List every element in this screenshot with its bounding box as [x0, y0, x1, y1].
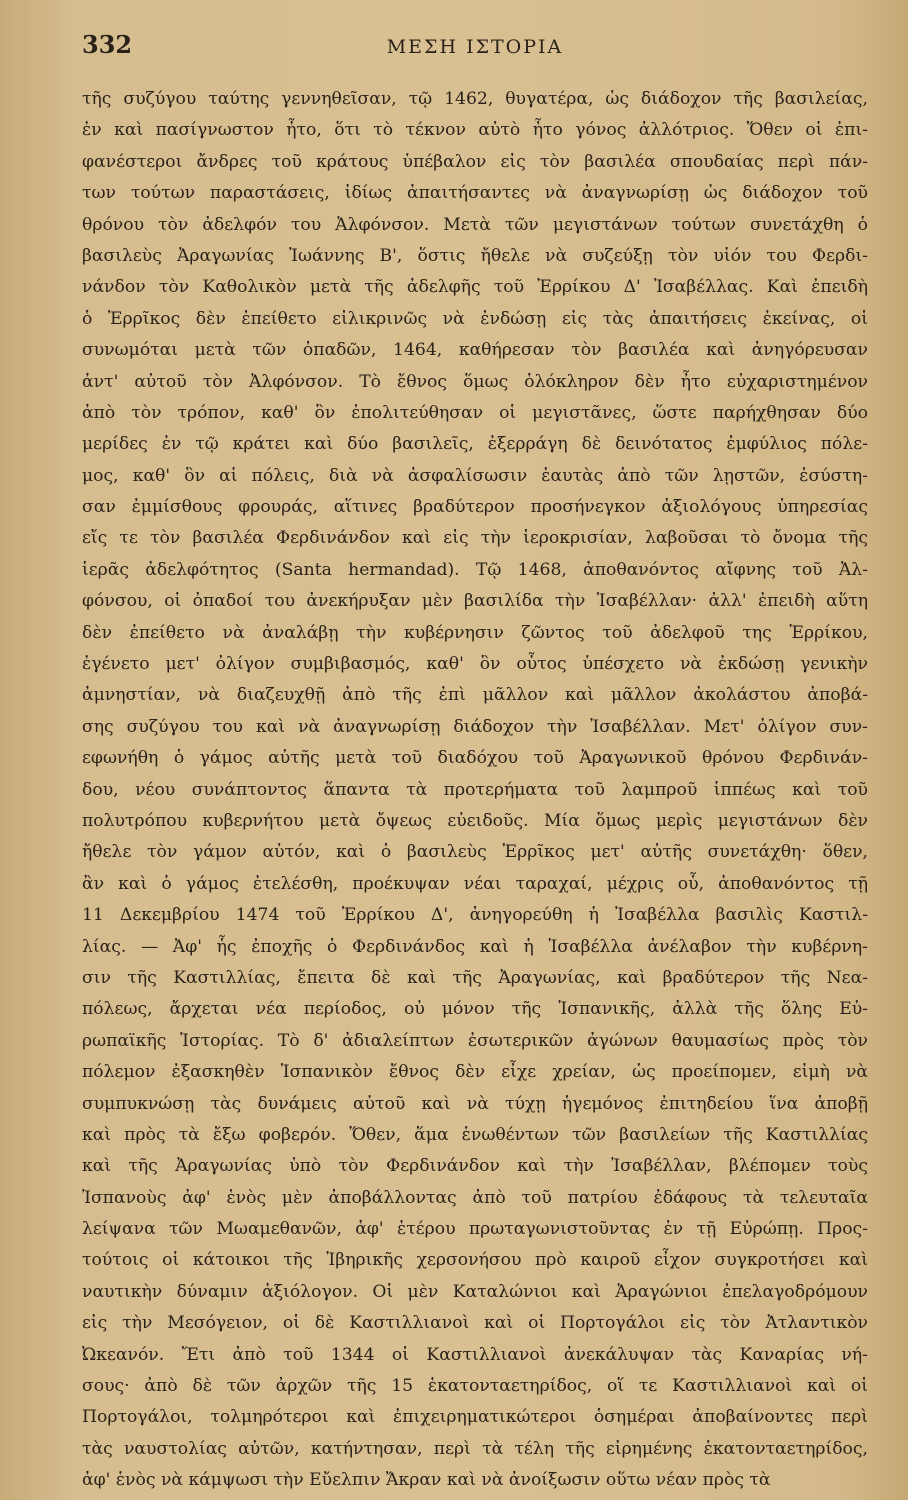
- text-line: Πορτογάλοι, τολμηρότεροι καὶ ἐπιχειρηματικώτεροι ὁσημέραι ἀποβαίνοντες περὶ: [82, 1407, 868, 1428]
- text-line: θρόνου τὸν ἀδελφόν του Ἀλφόνσον. Μετὰ τῶν μεγιστάνων τούτων συνετάχθη ὁ: [82, 214, 868, 235]
- text-line: ἐν καὶ πασίγνωστον ἦτο, ὅτι τὸ τέκνον αὐτὸ ἦτο γόνος ἀλλότριος. Ὅθεν οἱ ἐπι-: [82, 120, 868, 141]
- text-line: των τούτων παραστάσεις, ἰδίως ἀπαιτήσαντες νὰ ἀναγνωρίσῃ ὡς διάδοχον τοῦ: [82, 183, 868, 204]
- text-line: ἂν καὶ ὁ γάμος ἐτελέσθη, προέκυψαν νέαι ταραχαί, μέχρις οὗ, ἀποθανόντος τῇ: [82, 873, 868, 894]
- text-line: εἰς τὴν Μεσόγειον, οἱ δὲ Καστιλλιανοὶ καὶ οἱ Πορτογάλοι εἰς τὸν Ἀτλαντικὸν: [82, 1313, 868, 1334]
- running-head: ΜΕΣΗ ΙΣΤΟΡΙΑ: [386, 36, 564, 58]
- text-line: ἀντ' αὐτοῦ τὸν Ἀλφόνσον. Τὸ ἔθνος ὅμως ὁλόκληρον δὲν ἦτο εὐχαριστημένον: [82, 371, 868, 392]
- text-line: φόνσου, οἱ ὀπαδοί του ἀνεκήρυξαν μὲν βασιλίδα τὴν Ἰσαβέλλαν· ἀλλ' ἐπειδὴ αὕτη: [82, 591, 868, 612]
- text-line: τούτοις οἱ κάτοικοι τῆς Ἰβηρικῆς χερσονήσου πρὸ καιροῦ εἶχον συγκροτήσει καὶ: [82, 1250, 868, 1271]
- text-line: ὁ Ἐρρῖκος δὲν ἐπείθετο εἰλικρινῶς νὰ ἐνδώσῃ εἰς τὰς ἀπαιτήσεις ἐκείνας, οἱ: [82, 308, 868, 329]
- text-line: τὰς ναυστολίας αὐτῶν, κατήντησαν, περὶ τὰ τέλη τῆς εἰρημένης ἑκατονταετηρίδος,: [82, 1438, 868, 1459]
- text-line: πόλεως, ἄρχεται νέα περίοδος, οὐ μόνον τῆς Ἰσπανικῆς, ἀλλὰ τῆς ὅλης Εὐ-: [82, 999, 868, 1020]
- text-line: ἐγένετο μετ' ὀλίγον συμβιβασμός, καθ' ὃν οὗτος ὑπέσχετο νὰ ἐκδώσῃ γενικὴν: [82, 654, 868, 675]
- text-line: εἴς τε τὸν βασιλέα Φερδινάνδον καὶ εἰς τὴν ἱεροκρισίαν, λαβοῦσαι τὸ ὄνομα τῆς: [82, 528, 868, 549]
- body-text: [82, 84, 868, 1497]
- text-line: δὲν ἐπείθετο νὰ ἀναλάβῃ τὴν κυβέρνησιν ζῶντος τοῦ ἀδελφοῦ της Ἐρρίκου,: [82, 622, 868, 643]
- text-line: καὶ τῆς Ἀραγωνίας ὑπὸ τὸν Φερδινάνδον καὶ τὴν Ἰσαβέλλαν, βλέπομεν τοὺς: [82, 1156, 868, 1177]
- text-line: ἀπὸ τὸν τρόπον, καθ' ὃν ἐπολιτεύθησαν οἱ μεγιστᾶνες, ὥστε παρήχθησαν δύο: [82, 402, 868, 423]
- text-line: εφωνήθη ὁ γάμος αὐτῆς μετὰ τοῦ διαδόχου τοῦ Ἀραγωνικοῦ θρόνου Φερδινάν-: [82, 748, 868, 769]
- text-line: πόλεμον ἐξασκηθὲν Ἰσπανικὸν ἔθνος δὲν εἶχε χρείαν, ὡς προείπομεν, εἰμὴ νὰ: [82, 1062, 868, 1083]
- page-number: 332: [82, 30, 133, 59]
- text-line: νάνδον τὸν Καθολικὸν μετὰ τῆς ἀδελφῆς τοῦ Ἐρρίκου Δ' Ἰσαβέλλας. Καὶ ἐπειδὴ: [82, 277, 868, 298]
- text-line: φανέστεροι ἄνδρες τοῦ κράτους ὑπέβαλον εἰς τὸν βασιλέα σπουδαίας περὶ πάν-: [82, 151, 868, 172]
- text-line: σους· ἀπὸ δὲ τῶν ἀρχῶν τῆς 15 ἑκατονταετηρίδος, οἵ τε Καστιλλιανοὶ καὶ οἱ: [82, 1376, 868, 1397]
- text-line: συνωμόται μετὰ τῶν ὀπαδῶν, 1464, καθήρεσαν τὸν βασιλέα καὶ ἀνηγόρευσαν: [82, 340, 868, 361]
- text-line: βασιλεὺς Ἀραγωνίας Ἰωάννης Β', ὅστις ἤθελε νὰ συζεύξῃ τὸν υἱόν του Φερδι-: [82, 245, 868, 266]
- text-line: 11 Δεκεμβρίου 1474 τοῦ Ἐρρίκου Δ', ἀνηγορεύθη ἡ Ἰσαβέλλα βασιλὶς Καστιλ-: [82, 905, 868, 926]
- text-line: σιν τῆς Καστιλλίας, ἔπειτα δὲ καὶ τῆς Ἀραγωνίας, καὶ βραδύτερον τῆς Νεα-: [82, 967, 868, 988]
- text-line: ἀμνηστίαν, νὰ διαζευχθῇ ἀπὸ τῆς ἐπὶ μᾶλλον καὶ μᾶλλον ἀκολάστου ἀποβά-: [82, 685, 868, 706]
- text-line: Ἰσπανοὺς ἀφ' ἑνὸς μὲν ἀποβάλλοντας ἀπὸ τοῦ πατρίου ἐδάφους τὰ τελευταῖα: [82, 1187, 868, 1208]
- text-line: ἀφ' ἑνὸς νὰ κάμψωσι τὴν Εὔελπιν Ἄκραν καὶ νὰ ἀνοίξωσιν οὕτω νέαν πρὸς τὰ: [82, 1470, 771, 1491]
- text-line: καὶ πρὸς τὰ ἔξω φοβερόν. Ὅθεν, ἅμα ἑνωθέντων τῶν βασιλείων τῆς Καστιλλίας: [82, 1124, 868, 1145]
- text-line: ἱερᾶς ἀδελφότητος (Santa hermandad). Τῷ 1468, ἀποθανόντος αἴφνης τοῦ Ἀλ-: [82, 559, 868, 580]
- text-line: ἤθελε τὸν γάμον αὐτόν, καὶ ὁ βασιλεὺς Ἐρρῖκος μετ' αὐτῆς συνετάχθη· ὅθεν,: [82, 842, 868, 863]
- text-line: λείψανα τῶν Μωαμεθανῶν, ἀφ' ἑτέρου πρωταγωνιστοῦντας ἐν τῇ Εὐρώπῃ. Προς-: [82, 1219, 868, 1240]
- text-line: σαν ἐμμίσθους φρουράς, αἵτινες βραδύτερον προσήνεγκον ἀξιολόγους ὑπηρεσίας: [82, 497, 868, 518]
- text-line: λίας. — Ἀφ' ἧς ἐποχῆς ὁ Φερδινάνδος καὶ ἡ Ἰσαβέλλα ἀνέλαβον τὴν κυβέρνη-: [82, 936, 868, 957]
- text-line: ρωπαϊκῆς Ἱστορίας. Τὸ δ' ἀδιαλείπτων ἐσωτερικῶν ἀγώνων θαυμασίως πρὸς τὸν: [82, 1030, 868, 1051]
- text-line: τῆς συζύγου ταύτης γεννηθεῖσαν, τῷ 1462, θυγατέρα, ὡς διάδοχον τῆς βασιλείας,: [82, 89, 868, 109]
- text-line: Ὠκεανόν. Ἔτι ἀπὸ τοῦ 1344 οἱ Καστιλλιανοὶ ἀνεκάλυψαν τὰς Καναρίας νή-: [82, 1344, 868, 1365]
- text-line: συμπυκνώσῃ τὰς δυνάμεις αὐτοῦ καὶ νὰ τύχῃ ἡγεμόνος ἐπιτηδείου ἵνα ἀποβῇ: [82, 1093, 868, 1114]
- page-header: [82, 30, 868, 76]
- text-line: μος, καθ' ὃν αἱ πόλεις, διὰ νὰ ἀσφαλίσωσιν ἑαυτὰς ἀπὸ τῶν λῃστῶν, ἐσύστη-: [82, 465, 868, 486]
- text-line: ναυτικὴν δύναμιν ἀξιόλογον. Οἱ μὲν Καταλώνιοι καὶ Ἀραγώνιοι ἐπελαγοδρόμουν: [82, 1281, 868, 1302]
- text-line: μερίδες ἐν τῷ κράτει καὶ δύο βασιλεῖς, ἐξερράγη δὲ δεινότατος ἐμφύλιος πόλε-: [82, 434, 868, 455]
- text-line: δου, νέου συνάπτοντος ἅπαντα τὰ προτερήματα τοῦ λαμπροῦ ἱππέως καὶ τοῦ: [82, 779, 868, 800]
- text-line: πολυτρόπου κυβερνήτου μετὰ ὄψεως εὐειδοῦς. Μία ὅμως μερὶς μεγιστάνων δὲν: [82, 810, 868, 831]
- text-line: σης συζύγου του καὶ νὰ ἀναγνωρίσῃ διάδοχον τὴν Ἰσαβέλλαν. Μετ' ὀλίγον συν-: [82, 716, 868, 737]
